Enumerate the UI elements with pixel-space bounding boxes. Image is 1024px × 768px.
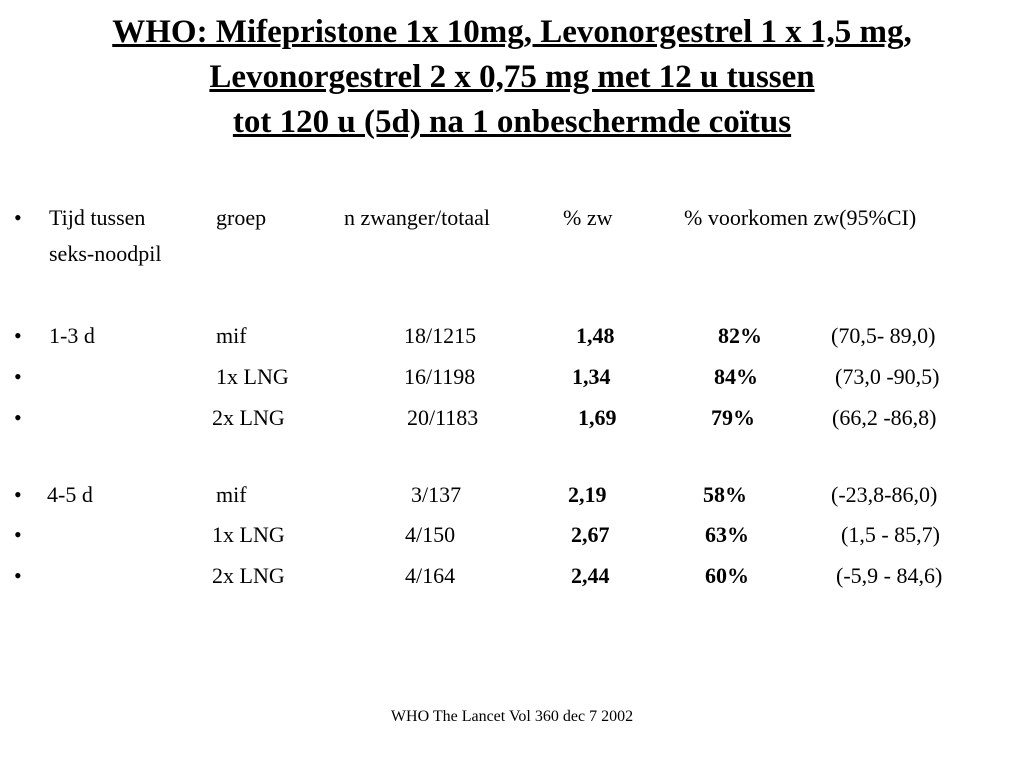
cell-prevented: 63% xyxy=(705,522,749,547)
table-row xyxy=(0,323,1024,355)
cell-pct-zw: 1,48 xyxy=(576,323,615,348)
bullet: • xyxy=(14,522,22,547)
cell-pct-zw: 2,44 xyxy=(571,563,610,588)
cell-ci: (66,2 -86,8) xyxy=(832,405,937,430)
bullet: • xyxy=(14,364,22,389)
cell-n: 20/1183 xyxy=(407,405,479,430)
cell-group: 2x LNG xyxy=(212,563,285,588)
header-time-line-2: seks-noodpil xyxy=(49,241,162,266)
cell-ci: (73,0 -90,5) xyxy=(835,364,940,389)
cell-ci: (-5,9 - 84,6) xyxy=(836,563,943,588)
cell-n: 3/137 xyxy=(411,482,462,507)
cell-prevented: 58% xyxy=(703,482,747,507)
cell-time: 1-3 d xyxy=(49,323,95,348)
header-n: n zwanger/totaal xyxy=(344,205,490,230)
table-row xyxy=(0,563,1024,595)
slide-title xyxy=(0,10,1024,145)
cell-pct-zw: 1,69 xyxy=(578,405,617,430)
table-row xyxy=(0,364,1024,396)
header-prevented: % voorkomen zw(95%CI) xyxy=(684,205,917,230)
title-line-1: WHO: Mifepristone 1x 10mg, Levonorgestrel 1 x 1,5 mg, xyxy=(112,14,912,50)
cell-pct-zw: 2,67 xyxy=(571,522,610,547)
cell-ci: (-23,8-86,0) xyxy=(831,482,938,507)
cell-prevented: 60% xyxy=(705,563,749,588)
table-header-row xyxy=(0,205,1024,237)
title-line-3: tot 120 u (5d) na 1 onbeschermde coïtus xyxy=(232,104,792,140)
table-row xyxy=(0,482,1024,514)
bullet: • xyxy=(14,405,22,430)
cell-ci: (70,5- 89,0) xyxy=(831,323,936,348)
cell-group: 2x LNG xyxy=(212,405,285,430)
cell-pct-zw: 1,34 xyxy=(572,364,611,389)
cell-prevented: 79% xyxy=(711,405,755,430)
bullet: • xyxy=(14,323,22,348)
bullet: • xyxy=(14,563,22,588)
table-row xyxy=(0,522,1024,554)
header-pct-zw: % zw xyxy=(563,205,613,230)
bullet: • xyxy=(14,482,22,507)
cell-group: mif xyxy=(216,323,247,348)
header-group: groep xyxy=(216,205,267,230)
cell-prevented: 82% xyxy=(718,323,762,348)
cell-pct-zw: 2,19 xyxy=(568,482,607,507)
table-row xyxy=(0,405,1024,437)
cell-prevented: 84% xyxy=(714,364,758,389)
cell-group: 1x LNG xyxy=(216,364,289,389)
title-line-2: Levonorgestrel 2 x 0,75 mg met 12 u tussen xyxy=(209,59,815,95)
header-time: Tijd tussen xyxy=(49,205,146,230)
cell-n: 16/1198 xyxy=(404,364,476,389)
cell-ci: (1,5 - 85,7) xyxy=(841,522,940,547)
cell-n: 4/164 xyxy=(405,563,456,588)
table-header-row-2 xyxy=(0,241,1024,273)
cell-group: 1x LNG xyxy=(212,522,285,547)
bullet: • xyxy=(14,205,22,230)
cell-group: mif xyxy=(216,482,247,507)
cell-n: 18/1215 xyxy=(404,323,477,348)
source-citation: WHO The Lancet Vol 360 dec 7 2002 xyxy=(390,708,634,725)
cell-time: 4-5 d xyxy=(47,482,93,507)
cell-n: 4/150 xyxy=(405,522,456,547)
